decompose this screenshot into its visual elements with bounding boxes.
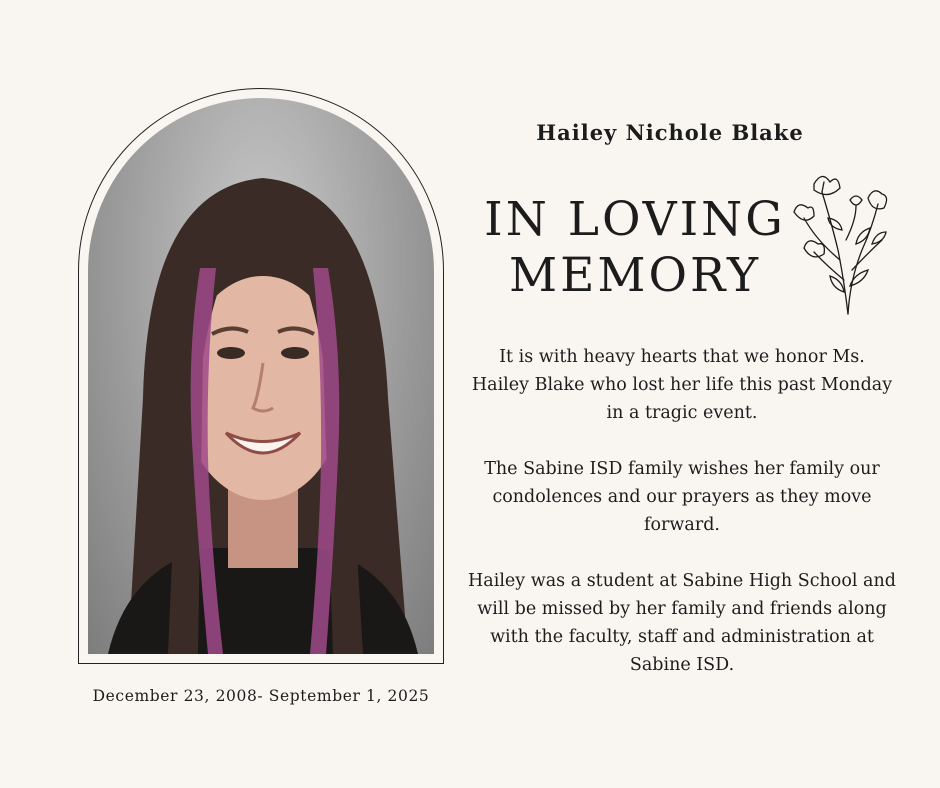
memorial-message <box>468 343 896 679</box>
portrait-photo <box>88 98 434 654</box>
memorial-title <box>470 192 800 304</box>
life-dates: December 23, 2008- September 1, 2025 <box>92 687 430 705</box>
title-line-2: MEMORY <box>508 248 762 303</box>
message-paragraph-2: The Sabine ISD family wishes her family our condolences and our prayers as they move forward. <box>484 459 880 535</box>
memorial-name: Hailey Nichole Blake <box>536 120 804 145</box>
message-paragraph-1: It is with heavy hearts that we honor Ms. Hailey Blake who lost her life this past Monday in a tragic event. <box>471 347 893 423</box>
flower-line-art-icon <box>786 170 890 316</box>
message-paragraph-3: Hailey was a student at Sabine High School and will be missed by her family and friends along with the faculty, staff and administration at Sabine ISD. <box>468 571 896 675</box>
title-line-1: IN LOVING <box>484 192 786 247</box>
